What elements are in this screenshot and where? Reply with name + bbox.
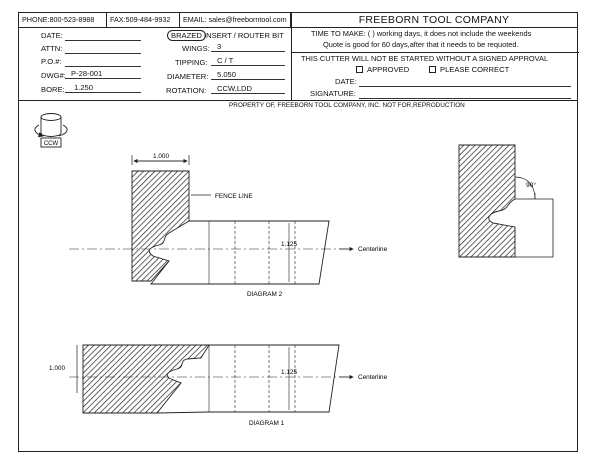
header-divider bbox=[291, 13, 292, 100]
property-notice: PROPERTY OF, FREEBORN TOOL COMPANY, INC. NOT FOR,REPRODUCTION bbox=[229, 102, 465, 109]
detail-angle: 90° bbox=[526, 182, 536, 189]
approval-date-label: DATE: bbox=[335, 77, 357, 86]
wings-value: 3 bbox=[217, 42, 222, 51]
header-row bbox=[19, 13, 577, 28]
dwg-label: DWG#: bbox=[41, 71, 66, 80]
bore-field[interactable] bbox=[65, 92, 141, 93]
approved-label: APPROVED bbox=[367, 65, 410, 74]
d1-dim-left: 1.000 bbox=[49, 365, 65, 372]
time-to-make: TIME TO MAKE: ( ) working days, it does not include the weekends bbox=[311, 29, 532, 38]
approval-date-field[interactable] bbox=[359, 86, 571, 87]
d2-dim-top: 1.000 bbox=[153, 153, 169, 160]
rotation-label: ROTATION: bbox=[166, 86, 207, 95]
dwg-field[interactable] bbox=[65, 78, 141, 79]
d1-caption: DIAGRAM 1 bbox=[249, 420, 285, 427]
po-label: P.O.#: bbox=[41, 57, 62, 66]
diagram-1 bbox=[69, 345, 353, 413]
date-label: DATE: bbox=[41, 31, 63, 40]
fax: FAX:509-484-9932 bbox=[107, 13, 180, 27]
diagram-2 bbox=[69, 155, 353, 284]
ccw-label: CCW bbox=[43, 141, 59, 147]
dwg-value: P-28-001 bbox=[71, 69, 103, 78]
tipping-value: C / T bbox=[217, 56, 234, 65]
email: EMAIL: sales@freeborntool.com bbox=[180, 13, 291, 27]
terms-rule bbox=[291, 52, 579, 53]
signature-field[interactable] bbox=[359, 98, 571, 99]
please-correct-checkbox[interactable] bbox=[429, 66, 436, 73]
tipping-label: TIPPING: bbox=[175, 58, 208, 67]
phone: PHONE:800-523-8988 bbox=[19, 13, 107, 27]
diameter-label: DIAMETER: bbox=[167, 72, 209, 81]
bore-label: BORE: bbox=[41, 85, 65, 94]
d1-dim-height: 1.125 bbox=[281, 369, 297, 376]
approval-warning: THIS CUTTER WILL NOT BE STARTED WITHOUT A SIGNED APPROVAL bbox=[301, 54, 549, 63]
drawings bbox=[19, 103, 575, 449]
wings-label: WINGS: bbox=[182, 44, 210, 53]
approved-checkbox[interactable] bbox=[356, 66, 363, 73]
company-name: FREEBORN TOOL COMPANY bbox=[358, 14, 510, 26]
form-bottom-rule bbox=[19, 100, 577, 101]
tipping-field[interactable] bbox=[211, 65, 285, 66]
attn-field[interactable] bbox=[65, 53, 141, 54]
insert-router-options: INSERT / ROUTER BIT bbox=[204, 31, 284, 40]
d1-centerline: Centerline bbox=[358, 374, 388, 381]
profile-detail bbox=[459, 145, 553, 257]
date-field[interactable] bbox=[65, 40, 141, 41]
diameter-value: 5.050 bbox=[217, 70, 237, 79]
quote-validity: Quote is good for 60 days,after that it needs to be requoted. bbox=[323, 40, 519, 49]
rotation-field[interactable] bbox=[211, 93, 285, 94]
po-field[interactable] bbox=[65, 66, 141, 67]
signature-label: SIGNATURE: bbox=[310, 89, 356, 98]
please-correct-label: PLEASE CORRECT bbox=[440, 65, 510, 74]
d2-centerline: Centerline bbox=[358, 246, 388, 253]
rotation-value: CCW,LDD bbox=[217, 84, 253, 93]
d2-dim-height: 1.125 bbox=[281, 241, 297, 248]
diameter-field[interactable] bbox=[211, 79, 285, 80]
bore-value: 1.250 bbox=[74, 83, 94, 92]
quote-sheet bbox=[18, 12, 578, 452]
d2-caption: DIAGRAM 2 bbox=[247, 291, 283, 298]
brazed-option-circled[interactable]: BRAZED bbox=[167, 30, 206, 41]
d2-fence-line: FENCE LINE bbox=[215, 193, 253, 200]
wings-field[interactable] bbox=[211, 51, 285, 52]
attn-label: ATTN: bbox=[41, 44, 63, 53]
